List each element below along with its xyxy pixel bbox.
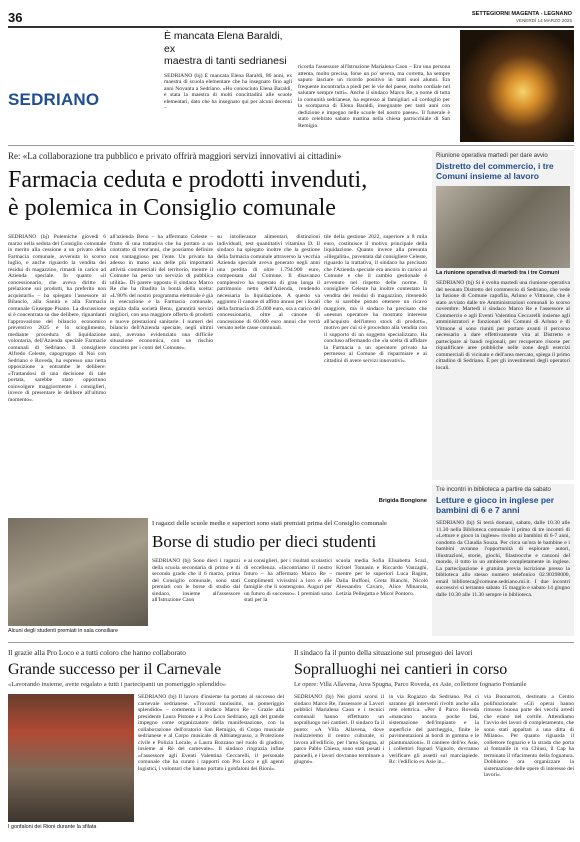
works-headline: Sopralluoghi nei cantieri in corso — [294, 661, 508, 678]
header-rule — [8, 26, 574, 28]
publication-name: SETTEGIORNI MAGENTA - LEGNANO — [471, 11, 572, 17]
scholarship-headline: Borse di studio per dieci studenti — [152, 532, 377, 551]
works-text-col1: SEDRIANO (bj) Nei giorni scorsi il sindaco Marco Re, l'assessore ai Lavori pubblici Marialena Caon e i tecnici comunali hanno effettuato un sopralluogo nei cantieri. Il sindaco fa il punto: «A Villa Allavena, dove realizzeremo il centro culturale, si lavora all'edificio, per l'area Spugna, al parco Pablo Chiesa, sono stati posati i pannelli, e i lavori dovranno terminare a giugno». — [294, 694, 384, 765]
sidebar-reading — [432, 484, 574, 636]
carnival-text: SEDRIANO (bj) Il lavoro d'insieme ha portato al successo del carnevale sedrianese. «Trovarsi tantissimi, un pomeriggio splendido» – commenta il sindaco Marco Re – Grazie alla presidente Laura Pistone e a Pro Loco Sedriano, agli del grande impegno come organizzatore della manifestazione, con la collaborazione dell'oratorio San Remigio, di Corpo musicale sedrianese e al Corpo musicale di Abbiategrasso, a Protezione civile e Polizia Locale, a Laura Bozzano nel ruolo di giudice, insieme ai Re del carnevale». Il sindaco ringrazia infine «l'assessore agli Eventi Valentina Ceccarelli, il personale comunale che ha curato i rapporti con Pro Loco e gli agenti logistici, i volontari che hanno portato i gonfaloni dei Rioni». — [138, 694, 284, 772]
sidebar-commerce-headline: Distretto del commercio, i tre Comuni insieme al lavoro — [436, 161, 554, 181]
carnival-headline: Grande successo per il Carnevale — [8, 661, 222, 678]
obituary-text-col1: SEDRIANO (bj) È mancata Elena Baraldi, 86 anni, ex maestra di scuola elementare che ha insegnato fino agli anni Novanta a Sedriano. «Ho conosciuto Elena Baraldi, è stata la maestra di molti concittadini alle scuole elementari, dato che ha insegnato qui per alcuni decenni – — [164, 72, 292, 111]
main-byline: Brigida Bongione — [378, 498, 427, 504]
sidebar-reading-text: SEDRIANO (bj) Si terrà domani, sabato, dalle 10.30 alle 11.30 nella Biblioteca comunale il primo di tre incontri di «Letture e gioco in inglese» rivolto ai bambini di 6-7 anni, condotto da Claudia Souza. Per circa un'ora le bambine e i bambini avranno l'opportunità di esplorare autori, illustrazioni, storie, giochi, filastrocche e canzoni del mondo, il tutto in un ambiente completamente in inglese. La partecipazione è gratuita previa iscrizione presso la biblioteca allo stesso numero telefonico 02.90398000, email biblioteca@comune.sedriano.mi.it. I due incontri successivi si terranno sabato 15 maggio e sabato 14 giugno dalle 10.30 alle 11.30 sempre in biblioteca. — [436, 520, 570, 598]
students-photo — [8, 518, 148, 626]
scholarship-text-col3: scuola media Sofia Elisabetta Scazi, Kristel Tomasin e Riccardo Vanzaghi, mentre per le superiori Luca Bagini, Dalia Buffoni, Greta Bianchi, Nicolò Alessandro Cavaro, Alice Minarola, Letizia Pellegatta e Micol Pontoro. — [336, 558, 428, 597]
page-number: 36 — [8, 10, 23, 25]
main-text-col3: su intolleranze alimentari, distinzioni individuali, test quantitativi vitamina D. Il sindaco ha spiegato inoltre che la gestione della farmacia comunale attraverso la vecchia Azienda speciale aveva generato negli anni una perdita di oltre 1.794.900 euro, compensata dal Comune. Il disavanzo complessivo ha superato di gran lunga il patrimonio netto dell'Azienda, rendendo necessaria la liquidazione. A questo va aggiunto il canone di affitto annuo per i locali della farmacia di 25.000 euro, ora a carico del concessionario, oltre al canone di concessione di 60.000 euro annui che verrà versato nelle casse comunali. — [217, 234, 320, 331]
sidebar-commerce — [432, 150, 574, 480]
scholarship-text-col2: e ai consiglieri, per i risultati scolastici di eccellenza. «Incontriamo il nostro futuro – ha affermato Marco Re – Complimenti vivissimi a loro e alle famiglie che li sostengono. Auguri per un futuro di successo». I premiati sono stati per la — [244, 558, 332, 603]
main-kicker: Re: «La collaborazione tra pubblico e privato offrirà maggiori servizi innovativi ai cittadini» — [8, 151, 342, 161]
carnival-kicker: Il grazie alla Pro Loco e a tutti coloro che hanno collaborato — [8, 648, 186, 657]
main-headline — [8, 166, 428, 222]
rule-bottom — [8, 642, 574, 643]
works-kicker: Il sindaco fa il punto della situazione sul proseguo dei lavori — [294, 648, 473, 657]
sidebar-commerce-text: SEDRIANO (bj) Si è svolta martedì una riunione operativa del neonato Distretto del commercio di Sedriano, che vede la fusione di Comune capofila, Arluno e Vittuone, che è stato avviato dalle tre Amministrazioni comunali lo scorso novembre. Martedì il sindaco Marco Re e l'assessore al Commercio e agli Eventi Valentina Ceccarelli insieme agli amministratori e funzionari dei Comuni di Arluno e di Vittuone si sono riuniti per portare avanti il percorso necessario a dare effettivamente vita al Distretto e partecipare ai bandi regionali, per recuperare risorse per riqualificare aree pubbliche nelle zone degli esercizi commerciali di vicinato e dell'area mercato, spiega il primo cittadino di Sedriano. È per gli investimenti degli operatori locali. — [436, 280, 570, 371]
carnival-photo-caption: I gonfaloni dei Rioni durante la sfilata — [8, 824, 97, 830]
scholarship-text-col1: SEDRIANO (bj) Sono dieci i ragazzi della scuola secondaria di primo e di secondo grado che il 6 marzo, prima del Consiglio comunale, sono stati premiati con le borse di studio dal sindaco, insieme all'assessore all'Istruzione Caon — [152, 558, 240, 603]
sidebar-reading-headline: Letture e gioco in inglese per bambini di 6 e 7 anni — [436, 495, 555, 515]
main-text-col4: tile della gestione 2022, superiore a 8 mila euro, costituisce il motivo principale della liquidazione. Quanto invece alla presunta «illegalità», paventata dal consigliere Celeste, riguardo la trattativa, il sindaco ha precisato che l'Azienda speciale era ancora in carico al Comune e che il cambio gestionale è avvenuto nel rispetto delle norme. Il consigliere Celeste ha inoltre contestato la vendita dei residui di magazzino, ritenendo che si sarebbe potuto ottenere un ricavo maggiore, ma il sindaco ha precisato che «nessun operatore ha mostrato interesse all'acquisto dell'intero stock di prodotti», motivo per cui si è proceduto alla vendita con il supporto di un soggetto specializzato. Ha concluso affermando che «la scelta di affidare la Farmacia a un operatore privato ha permesso al Comune di risparmiare e ai cittadini di avere servizi innovativi». — [324, 234, 427, 364]
obituary-headline-line-1: È mancata Elena Baraldi, ex — [164, 30, 283, 55]
meeting-photo-caption: La riunione operativa di martedì tra i tre Comuni — [436, 270, 560, 276]
section-title: SEDRIANO — [8, 90, 100, 109]
sidebar-commerce-kicker: Riunione operativa martedì per dare avvio — [436, 153, 548, 159]
sidebar-reading-kicker: Tre incontri in biblioteca a partire da sabato — [436, 487, 551, 493]
scholarship-kicker: I ragazzi delle scuole medie e superiori sono stati premiati prima del Consiglio comunale — [152, 520, 387, 527]
rule-top — [8, 145, 574, 146]
obituary-headline-line-2: maestra di tanti sedrianesi — [164, 55, 287, 67]
obituary-text-col2: ricorda l'assessore all'Istruzione Marialena Caon – Era una persona attenta, molto precisa, forse un po' severa, ma corretta, ha sempre saputo lasciare un ricordo positivo in tanti suoi alunni. Era frequente incontrarla a piedi per le vie del paese, molto cordiale nel salutare sempre tutti». Anche il sindaco Marco Re, a nome di tutta la comunità sedrianese, ha espresso ai famigliari «il cordoglio per la scomparsa di Elena Baraldi, insegnante per tanti anni con dedizione e impegno nelle scuole del nostro paese». Il funerale è stato celebrato sabato mattina nella chiesa parrocchiale di San Remigio. — [298, 64, 450, 129]
main-text-col1: SEDRIANO (bj) Polemiche giovedì 6 marzo nella seduta del Consiglio comunale in merito alla cessione a un privato della Farmacia comunale, avvenuta lo scorso luglio, e anche riguardo la vendita dei residui di magazzino, rimasti in carico ad Azienda speciale. In quanto «il concessionario, che aveva diritto di prelazione sui prodotti, ha preferito non acquistarli» – ha spiegato l'assessore al Bilancio, alla Sanità e alla Farmacia comunale Giuseppe Pisano. La discussione si è concentrata su due delibere, riguardanti l'approvazione del bilancio economico preventivo 2025 e lo scioglimento, mediante procedura di liquidazione volontaria, dell'Azienda speciale Farmacie comunali di Sedriano. Il consigliere Alfredo Celeste, capogruppo di Noi con Sedriano e Roveda, ha espresso una netta opposizione a entrambe le delibere: «Trattandosi di una decisione di tale portata, sarebbe stato opportuno coinvolgere maggiormente i consiglieri, invece di presentare le delibere all'ultimo momento». — [8, 234, 106, 403]
works-text-col2: in via Rogazzo da Sedriano. Poi ci saranno gli interventi rivolti anche alla rete elettrica. «Per il Parco Roveda «mancano ancora poche fasi, sistemazione dell'impianto e la superficie del parcheggio, finite le pavimentazioni ai bordi in gomma e le piantumazioni». Il cantiere dell'ex Asie, i collettori fognari Vignolo, dovranno verificare gli assetti sul marciapiede. Rc: l'edificio ex Asie in... — [389, 694, 479, 765]
carnival-subhead: «Lavorando insieme, avete regalato a tutti i partecipanti un pomeriggio splendido» — [8, 681, 227, 688]
section-box — [8, 86, 110, 114]
students-photo-caption: Alcuni degli studenti premiati in sala consiliare — [8, 628, 118, 634]
main-headline-line-2: è polemica in Consiglio comunale — [8, 195, 336, 221]
publication-date: VENERDÌ 14 MARZO 2025 — [515, 18, 572, 23]
main-headline-line-1: Farmacia ceduta e prodotti invenduti, — [8, 167, 368, 193]
meeting-photo — [436, 186, 570, 268]
obituary-article — [164, 30, 292, 140]
candle-photo — [460, 30, 574, 142]
main-text-col2: all'azienda Benu – ha affermato Celeste – frutto di una trattativa che ha portato a un contratto di trent'anni, che possiamo definire non vantaggioso per l'ente. Un privato ha adesso in mano una delle più importanti attività commerciali del territorio, mentre il Comune ha perso un servizio di pubblica utilità». Di parere opposto il sindaco Marco Re che ha ribadito la bontà della scelta: «L'80% del nostro programma elettorale è già in esecuzione e la Farmacia comunale, seguita dalla società Benu, garantirà servizi migliori, con una maggiore offerta di prodotti e nuove prestazioni sanitarie. I numeri del bilancio dell'Azienda speciale, negli ultimi anni, avevano evidenziato una difficile situazione economica, con un rischio concreto per i conti del Comune». — [110, 234, 213, 351]
works-subhead: Le opere: Villa Allavena, Area Spugna, Parco Roveda, ex Asie, collettore fognario Fontanile — [294, 681, 527, 688]
carnival-photo — [8, 694, 134, 822]
works-text-col3: via Buonarroti, destinato a Centro polifunzionale: «Gli operai hanno rimosso buona parte dei vecchi arredi che erano nel cortile. Attendiamo l'avvio dei lavori di completamento, che sono stati appaltati a una ditta di Milano». Per quanto riguarda il collettore fognario e la strada che porta al fontanile in via Chiusi, il Cap ha terminato il rifacimento della fognatura. Dobbiamo ora organizzare la sistemazione delle opere di interesse dei lavori». — [484, 694, 574, 778]
